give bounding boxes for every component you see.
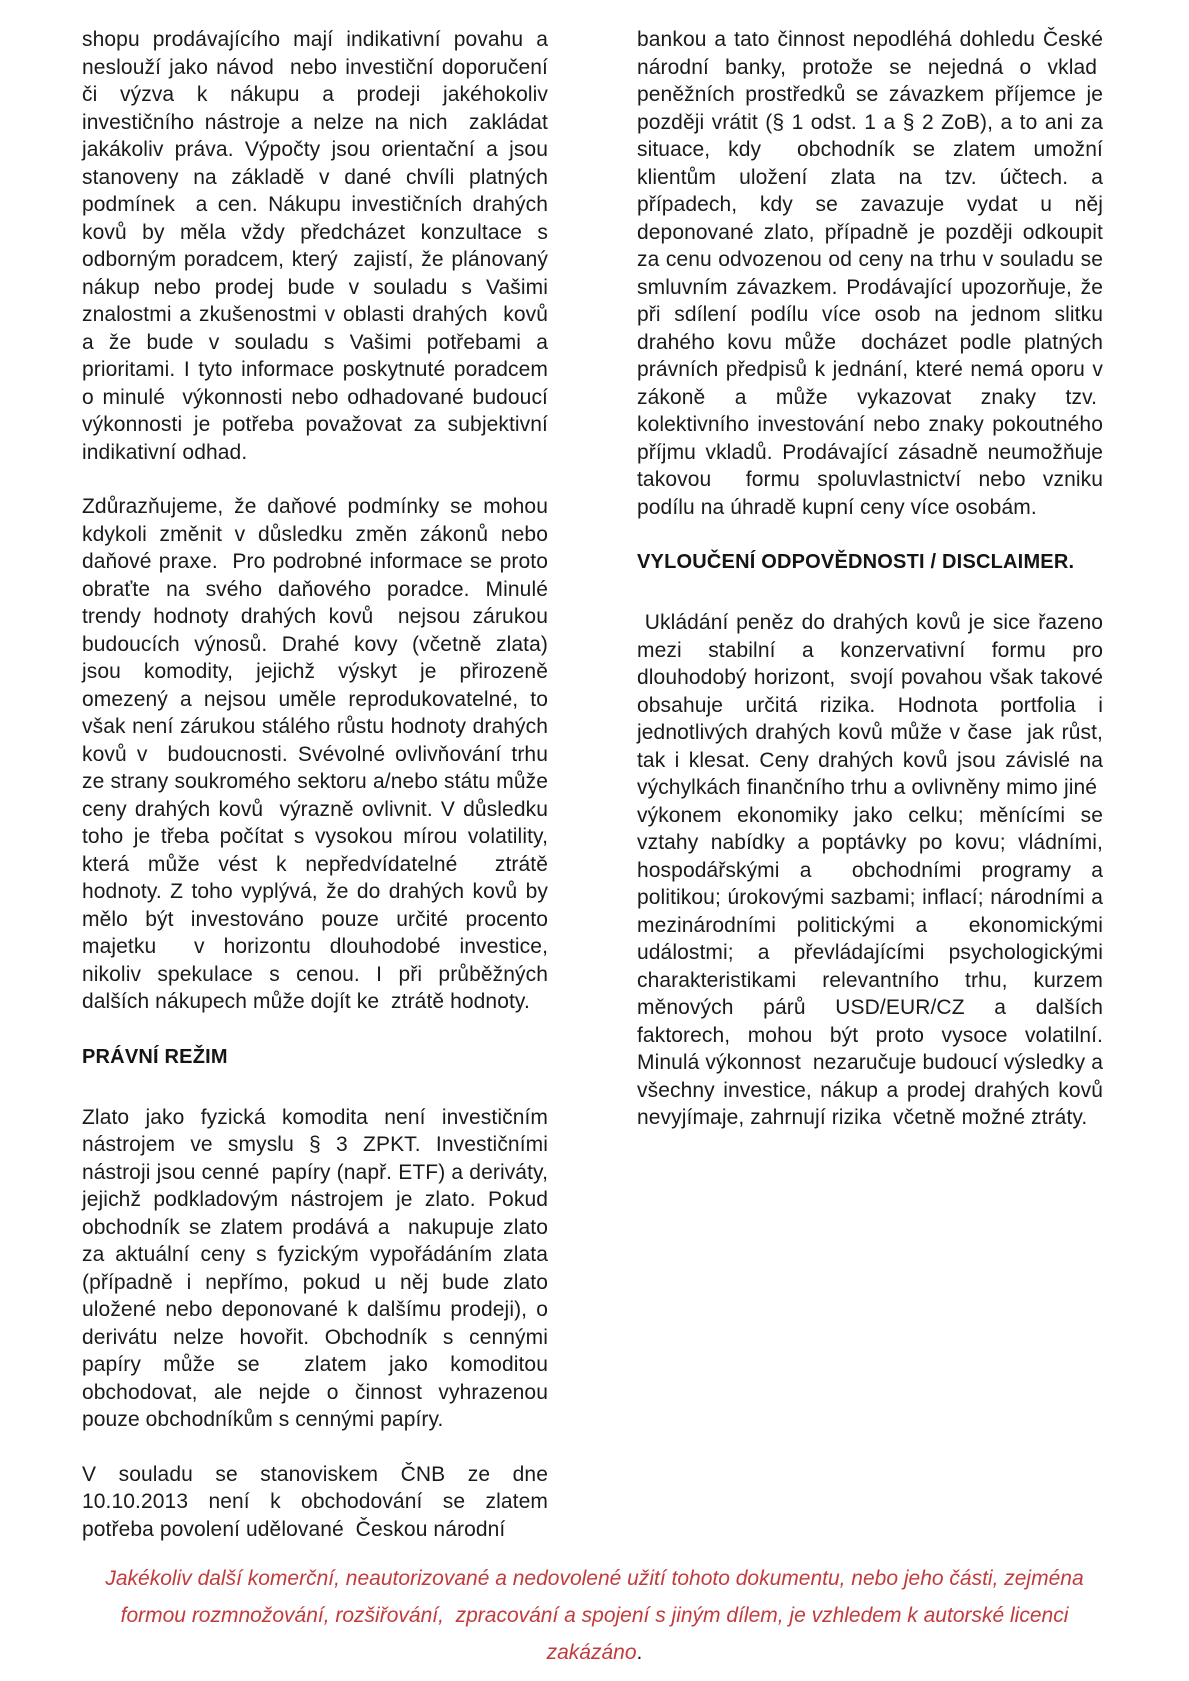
footer-text: Jakékoliv další komerční, neautorizované a nedovolené užití tohoto dokumentu, nebo jeho části, zejména formou rozmnožování, rozšiřování, zpracování a spojení s jiným dílem, je vzhledem k autorské licenci zakázáno: [105, 1567, 1084, 1664]
paragraph: V souladu se stanoviskem ČNB ze dne 10.10.2013 není k obchodování se zlatem potřeba povolení udělované Českou národní: [82, 1462, 548, 1541]
paragraph: Ukládání peněz do drahých kovů je sice řazeno mezi stabilní a konzervativní formu pro dlouhodobý horizont, svojí povahou však takové obsahuje určitá rizika. Hodnota portfolia i jednotlivých drahých kovů může v čase jak růst, tak i klesat. Ceny drahých kovů jsou závislé na výchylkách finančního trhu a ovlivněny mimo jiné výkonem ekonomiky jako celku; měnícími se vztahy nabídky a poptávky po kovu; vládními, hospodářskými a obchodními programy a politikou; úrokovými sazbami; inflací; národními a mezinárodními politickými a ekonomickými událostmi; a převládajícími psychologickými charakteristikami relevantního trhu, kurzem měnových párů USD/EUR/CZ a dalších faktorech, mohou být proto vysoce volatilní. Minulá výkonnost nezaručuje budoucí výsledky a všechny investice, nákup a prodej drahých kovů nevyjímaje, zahrnují rizika včetně možné ztráty.: [637, 611, 1103, 1129]
footer-notice: [70, 1560, 1119, 1671]
section-heading-disclaimer: VYLOUČENÍ ODPOVĚDNOSTI / DISCLAIMER.: [637, 551, 1075, 573]
right-column: [637, 26, 1103, 1570]
footer-period: .: [636, 1641, 643, 1664]
left-column: [82, 26, 548, 1570]
paragraph: Zdůrazňujeme, že daňové podmínky se mohou kdykoli změnit v důsledku změn zákonů nebo daňové praxe. Pro podrobné informace se proto obraťte na svého daňového poradce. Minulé trendy hodnoty drahých kovů nejsou zárukou budoucích výnosů. Drahé kovy (včetně zlata) jsou komodity, jejichž výskyt je přirozeně omezený a nejsou uměle reprodukovatelné, to však není zárukou stálého růstu hodnoty drahých kovů v budoucnosti. Svévolné ovlivňování trhu ze strany soukromého sektoru a/nebo státu může ceny drahých kovů výrazně ovlivnit. V důsledku toho je třeba počítat s vysokou mírou volatility, která může vést k nepředvídatelné ztrátě hodnoty. Z toho vyplývá, že do drahých kovů by mělo být investováno pouze určité procento majetku v horizontu dlouhodobé investice, nikoliv spekulace s cenou. I při průběžných dalších nákupech může dojít ke ztrátě hodnoty.: [82, 495, 548, 1013]
paragraph: Zlato jako fyzická komodita není investičním nástrojem ve smyslu § 3 ZPKT. Investičními nástroji jsou cenné papíry (např. ETF) a deriváty, jejichž podkladovým nástrojem je zlato. Pokud obchodník se zlatem prodává a nakupuje zlato za aktuální ceny s fyzickým vypořádáním zlata (případně i nepřímo, pokud u něj bude zlato uložené nebo deponované k dalšímu prodeji), o derivátu nelze hovořit. Obchodník s cennými papíry může se zlatem jako komoditou obchodovat, ale nejde o činnost vyhrazenou pouze obchodníkům s cennými papíry.: [82, 1105, 548, 1431]
paragraph: shopu prodávajícího mají indikativní povahu a neslouží jako návod nebo investiční doporučení či výzva k nákupu a prodeji jakéhokoliv investičního nástroje a nelze na nich zakládat jakákoliv práva. Výpočty jsou orientační a jsou stanoveny na základě v dané chvíli platných podmínek a cen. Nákupu investičních drahých kovů by měla vždy předcházet konzultace s odborným poradcem, který zajistí, že plánovaný nákup nebo prodej bude v souladu s Vašimi znalostmi a zkušenostmi v oblasti drahých kovů a že bude v souladu s Vašimi potřebami a prioritami. I tyto informace poskytnuté poradcem o minulé výkonnosti nebo odhadované budoucí výkonnosti je potřeba považovat za subjektivní indikativní odhad.: [82, 28, 548, 464]
paragraph: bankou a tato činnost nepodléhá dohledu České národní banky, protože se nejedná o vklad peněžních prostředků se závazkem příjemce je později vrátit (§ 1 odst. 1 a § 2 ZoB), a to ani za situace, kdy obchodník se zlatem umožní klientům uložení zlata na tzv. účtech. a případech, kdy se zavazuje vydat u něj deponované zlato, případně je později odkoupit za cenu odvozenou od ceny na trhu v souladu se smluvním závazkem. Prodávající upozorňuje, že při sdílení podílu více osob na jednom slitku drahého kovu může docházet podle platných právních předpisů k jednání, které nemá oporu v zákoně a může vykazovat znaky tzv. kolektivního investování nebo znaky pokoutného příjmu vkladů. Prodávající zásadně neumožňuje takovou formu spoluvlastnictví nebo vzniku podílu na úhradě kupní ceny více osobám.: [637, 28, 1103, 519]
section-heading-legal-regime: PRÁVNÍ REŽIM: [82, 1045, 228, 1068]
